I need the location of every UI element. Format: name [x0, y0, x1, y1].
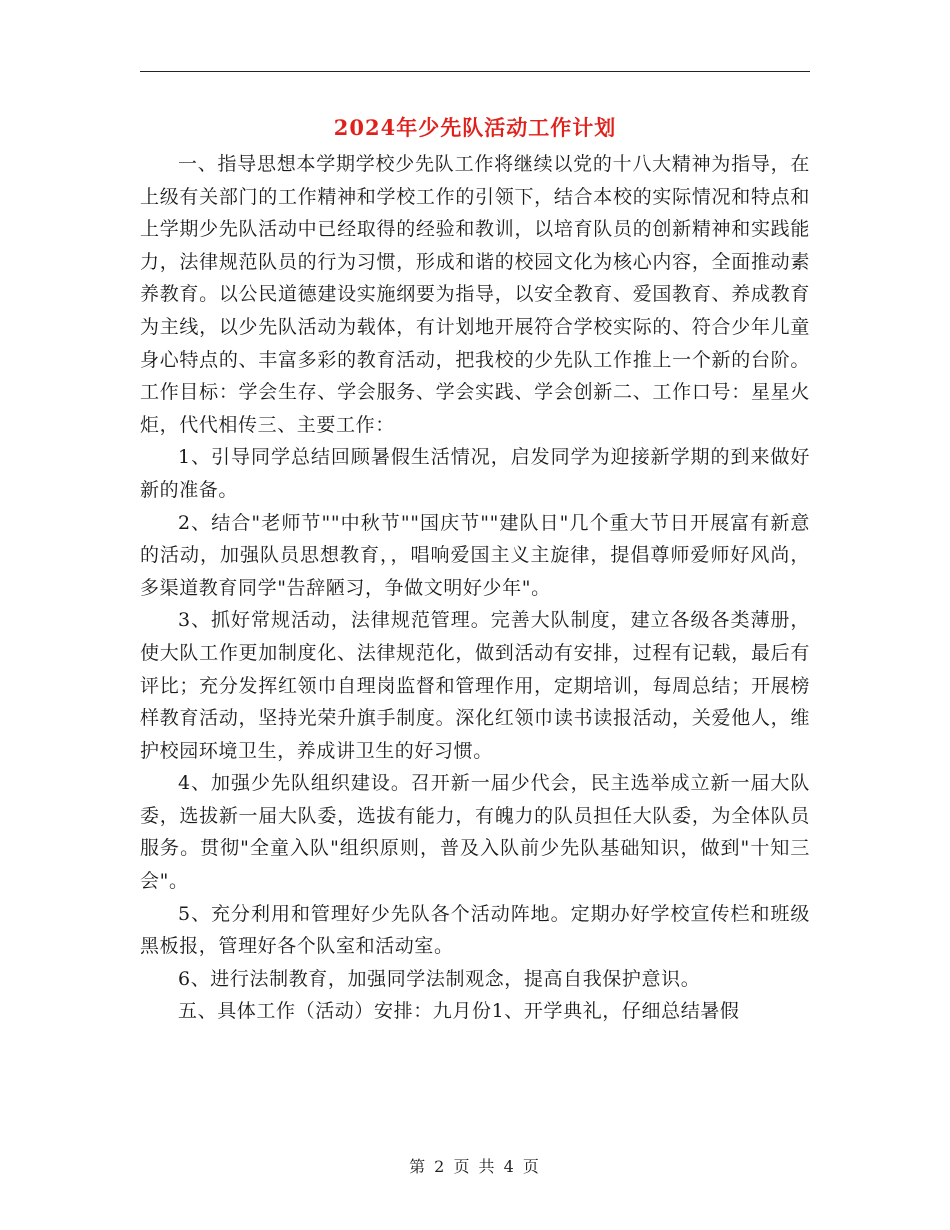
- page-number-footer: 第 2 页 共 4 页: [409, 1157, 541, 1176]
- header-rule: [140, 71, 810, 72]
- paragraph-5: 4、加强少先队组织建设。召开新一届少代会，民主选举成立新一届大队委，选拔新一届大队委，选拔有能力，有魄力的队员担任大队委，为全体队员服务。贯彻"全童入队"组织原则，普及入队前少先队基础知识，做到"十知三会"。: [140, 772, 810, 893]
- paragraph-3: 2、结合"老师节""中秋节""国庆节""建队日"几个重大节日开展富有新意的活动，加强队员思想教育，，唱响爱国主义主旋律，提倡尊师爱师好风尚，多渠道教育同学"告辞陋习，争做文明好少年"。: [140, 511, 810, 599]
- document-body: [140, 148, 810, 1028]
- paragraph-4: 3、抓好常规活动，法律规范管理。完善大队制度，建立各级各类薄册，使大队工作更加制度化、法律规范化，做到活动有安排，过程有记载，最后有评比；充分发挥红领巾自理岗监督和管理作用，定期培训，每周总结；开展榜样教育活动，坚持光荣升旗手制度。深化红领巾读书读报活动，关爱他人，维护校园环境卫生，养成讲卫生的好习惯。: [140, 609, 810, 762]
- document-title: 2024年少先队活动工作计划: [333, 115, 617, 140]
- paragraph-7: 6、进行法制教育，加强同学法制观念，提高自我保护意识。: [178, 967, 701, 990]
- paragraph-8: 五、具体工作（活动）安排：九月份1、开学典礼，仔细总结暑假: [178, 1000, 740, 1023]
- paragraph-2: 1、引导同学总结回顾暑假生活情况，启发同学为迎接新学期的到来做好新的准备。: [140, 446, 810, 501]
- paragraph-6: 5、充分利用和管理好少先队各个活动阵地。定期办好学校宣传栏和班级黑板报，管理好各个队室和活动室。: [140, 902, 810, 958]
- paragraph-1: 一、指导思想本学期学校少先队工作将继续以党的十八大精神为指导，在上级有关部门的工作精神和学校工作的引领下，结合本校的实际情况和特点和上学期少先队活动中已经取得的经验和教训，以培育队员的创新精神和实践能力，法律规范队员的行为习惯，形成和谐的校园文化为核心内容，全面推动素养教育。以公民道德建设实施纲要为指导，以安全教育、爱国教育、养成教育为主线，以少先队活动为载体，有计划地开展符合学校实际的、符合少年儿童身心特点的、丰富多彩的教育活动，把我校的少先队工作推上一个新的台阶。工作目标：学会生存、学会服务、学会实践、学会创新二、工作口号：星星火炬，代代相传三、主要工作：: [140, 153, 810, 436]
